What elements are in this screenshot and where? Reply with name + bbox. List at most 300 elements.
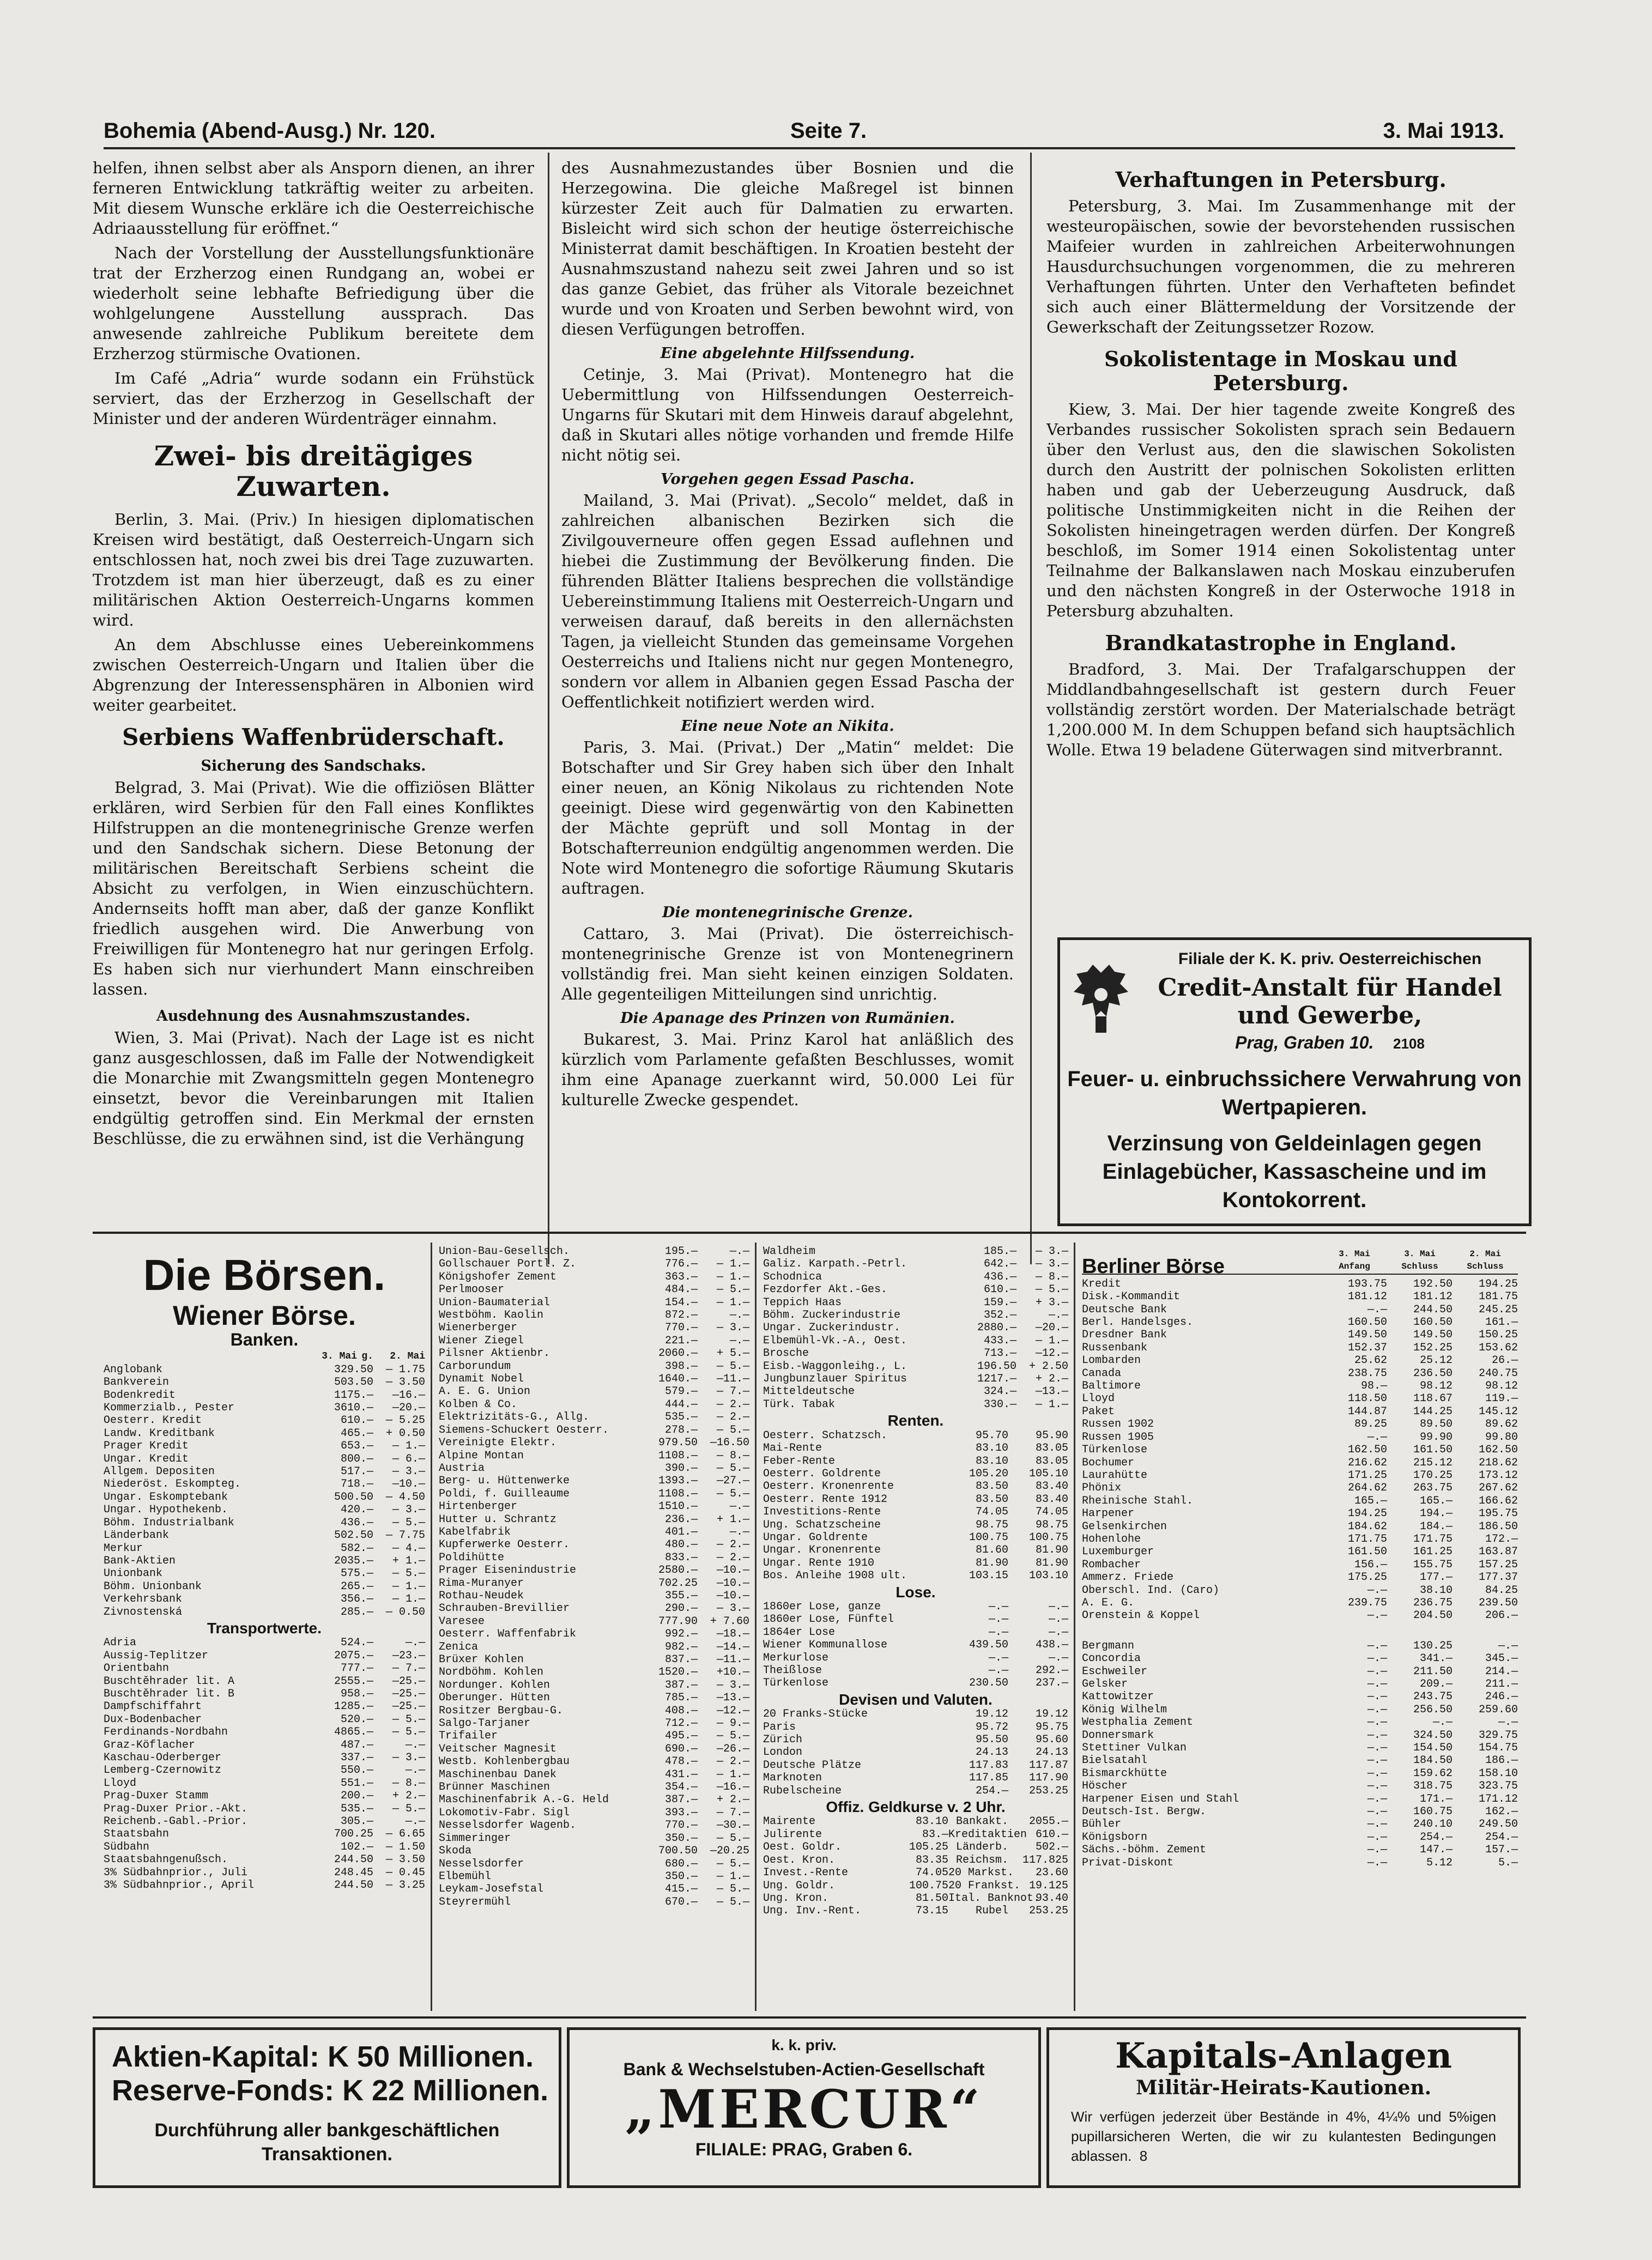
row-value: 177.— — [1419, 1571, 1453, 1584]
row-name: Waldheim — [763, 1245, 816, 1258]
table-row — [1082, 1367, 1518, 1380]
row-value: + 1.— — [716, 1513, 749, 1526]
row-value: 2060.— — [658, 1347, 698, 1360]
row-name: Wiener Kommunallose — [763, 1639, 888, 1652]
row-value: 4865.— — [334, 1726, 373, 1739]
table-row — [439, 1653, 749, 1666]
row-value: —.— — [1367, 1780, 1387, 1793]
table-row — [1082, 1716, 1518, 1729]
col-g: g. — [361, 1351, 373, 1362]
row-value: — 4.— — [392, 1542, 425, 1555]
row-value: 345.— — [1485, 1652, 1518, 1665]
header-paper: Bohemia (Abend-Ausg.) Nr. 120. — [104, 119, 435, 143]
subheadline: Vorgehen gegen Essad Pascha. — [661, 471, 915, 488]
row-name: Oesterr. Kronenrente — [763, 1480, 894, 1493]
row-name: Rothau-Neudek — [439, 1589, 524, 1602]
section-title: Offiz. Geldkurse v. 2 Uhr. — [826, 1798, 1006, 1816]
row-value: 166.62 — [1478, 1494, 1518, 1507]
row-name: Mai-Rente — [763, 1442, 822, 1455]
row-value: — 5.— — [716, 1895, 749, 1908]
row-value: 144.25 — [1413, 1405, 1453, 1418]
table-row — [1082, 1793, 1518, 1805]
row-value: 239.50 — [1478, 1596, 1518, 1609]
row-value: 181.75 — [1478, 1290, 1518, 1304]
table-row — [763, 1880, 1068, 1892]
table-row — [104, 1662, 425, 1675]
row-value: 26.— — [1491, 1354, 1518, 1367]
row-value: 352.— — [983, 1309, 1016, 1322]
row-name: Prager Kredit — [104, 1440, 189, 1453]
row-value: 718.— — [340, 1478, 373, 1491]
row-name: Landw. Kreditbank — [104, 1427, 215, 1440]
table-row — [439, 1641, 749, 1653]
row-name: Böhm. Industrialbank — [104, 1516, 235, 1529]
row-value: 173.12 — [1478, 1469, 1518, 1482]
row-value: — 3.— — [716, 1602, 749, 1615]
row-value: 161.25 — [1413, 1546, 1453, 1559]
row-value: 145.12 — [1478, 1405, 1518, 1418]
row-name: Orenstein & Koppel — [1082, 1609, 1200, 1622]
row-value: 240.10 — [1413, 1818, 1453, 1831]
row-value: — 0.50 — [385, 1605, 425, 1619]
row-value: 89.62 — [1485, 1418, 1518, 1431]
table-row — [1082, 1507, 1518, 1520]
bank-table — [104, 1364, 425, 1619]
row-name: Invest.-Rente — [763, 1867, 849, 1880]
row-name: Buschtěhrader lit. A — [104, 1675, 235, 1688]
table-row — [439, 1424, 749, 1437]
row-value: —16.— — [392, 1389, 425, 1402]
table-row — [439, 1870, 749, 1883]
berlin-table-2 — [1082, 1640, 1518, 1869]
row-value: — 1.— — [716, 1270, 749, 1283]
row-name: Elbemühl — [439, 1870, 492, 1883]
row-value: 147.— — [1419, 1844, 1453, 1857]
table-row — [763, 1347, 1068, 1360]
table-row — [763, 1544, 1068, 1556]
row-name: Oesterr. Waffenfabrik — [439, 1628, 577, 1641]
column-divider — [548, 153, 549, 1264]
row-name: Elektrizitäts-G., Allg. — [439, 1411, 590, 1424]
row-name: Oberschl. Ind. (Caro) — [1082, 1584, 1220, 1597]
table-row — [763, 1493, 1068, 1506]
row-value: 551.— — [340, 1777, 373, 1790]
row-value: 487.— — [340, 1738, 373, 1752]
row-value: 105.20 — [969, 1467, 1008, 1480]
table-row — [439, 1628, 749, 1640]
table-row — [439, 1283, 749, 1296]
column-divider — [755, 1243, 757, 2011]
table-row — [1082, 1609, 1518, 1622]
row-value: 144.87 — [1347, 1405, 1387, 1418]
table-row — [1082, 1640, 1518, 1652]
row-value: 436.— — [983, 1270, 1016, 1283]
column-1 — [93, 158, 534, 1153]
row-value: — 3.25 — [385, 1879, 425, 1892]
table-row — [1082, 1767, 1518, 1780]
row-name: Alpine Montan — [439, 1449, 524, 1462]
col-name — [104, 1350, 297, 1363]
row-name: Jungbunzlauer Spiritus — [763, 1373, 907, 1386]
row-value: 38.10 — [1419, 1584, 1453, 1597]
row-value: — 1.— — [1035, 1334, 1068, 1347]
row-name: Perlmooser — [439, 1283, 505, 1296]
row-name: 3% Südbahnprior., April — [104, 1879, 255, 1892]
row-name: Steyrermühl — [439, 1895, 511, 1908]
table-row — [439, 1794, 749, 1806]
row-name: Union-Baumaterial — [439, 1296, 550, 1309]
row-value: 81.90 — [1035, 1556, 1068, 1570]
table-row — [763, 1398, 1068, 1411]
table-row — [439, 1679, 749, 1692]
row-value: — 5.25 — [385, 1414, 425, 1427]
row-value: 19.12 — [975, 1708, 1008, 1721]
row-value: 161.— — [1485, 1316, 1518, 1329]
row-name: Rubelscheine — [763, 1784, 842, 1797]
row-value: — 5.— — [392, 1567, 425, 1580]
table-row — [1082, 1691, 1518, 1703]
section-title: Renten. — [887, 1412, 944, 1429]
row-value: 209.— — [1419, 1678, 1453, 1691]
row-value: 979.50 — [658, 1437, 698, 1450]
row-value: 159.62 — [1413, 1767, 1453, 1780]
row-value: 712.— — [664, 1717, 698, 1730]
table-row — [763, 1892, 1068, 1905]
row-name: Hutter u. Schrantz — [439, 1513, 557, 1526]
row-name: Westböhm. Kaolin — [439, 1309, 544, 1322]
row-name: Oesterr. Rente 1912 — [763, 1493, 888, 1506]
row-value: 243.75 — [1413, 1691, 1453, 1704]
table-row — [1082, 1431, 1518, 1444]
row-value: —.— — [988, 1600, 1008, 1613]
table-row — [439, 1755, 749, 1768]
row-name: Oesterr. Kredit — [104, 1414, 202, 1427]
row-name: Oesterr. Goldrente — [763, 1467, 881, 1480]
subheadline: Ausdehnung des Ausnahmszustandes. — [156, 1008, 471, 1025]
row-value: — 1.— — [716, 1296, 749, 1309]
row-name: Russenbank — [1082, 1341, 1148, 1354]
row-name: Nordböhm. Kohlen — [439, 1666, 544, 1679]
row-value: — 5.— — [716, 1283, 749, 1296]
row-value: 610.— — [340, 1414, 373, 1427]
col-date: 3. Mai — [322, 1351, 357, 1362]
row-name: Ungar. Zuckerindustr. — [763, 1322, 901, 1335]
row-name: Nordunger. Kohlen — [439, 1679, 550, 1692]
row-value: 415.— — [664, 1883, 698, 1896]
row-name: Mitteldeutsche — [763, 1385, 855, 1398]
table-row — [1082, 1742, 1518, 1754]
row-value: 436.— — [340, 1516, 373, 1529]
row-value: 156.— — [1354, 1558, 1387, 1571]
row-value: 206.— — [1485, 1609, 1518, 1622]
article-text: Bukarest, 3. Mai. Prinz Karol hat anläßlich des kürzlich vom Parlamente gefaßten Beschlusses, womit ihm eine Apanage zuerkannt wird, 50.000 Lei für kulturelle Zwecke gespendet. — [561, 1030, 1014, 1109]
lose-table — [763, 1601, 1068, 1690]
table-row — [439, 1398, 749, 1411]
row-value: 181.12 — [1413, 1290, 1453, 1304]
row-name: Oesterr. Schatzsch. — [763, 1429, 888, 1442]
headline: Verhaftungen in Petersburg. — [1115, 167, 1447, 192]
row-value: 387.— — [664, 1794, 698, 1807]
row-name: Maschinenbau Danek — [439, 1768, 557, 1781]
row-value: 175.25 — [1347, 1571, 1387, 1584]
table-row — [763, 1335, 1068, 1347]
row-name: Trifailer — [439, 1730, 498, 1743]
row-value: 23.60 — [1035, 1867, 1068, 1880]
row-value: 105.10 — [1028, 1467, 1068, 1480]
table-row — [104, 1478, 425, 1490]
row-name: Prag-Duxer Prior.-Akt. — [104, 1802, 248, 1815]
row-value: 770.— — [664, 1322, 698, 1335]
row-value: 218.62 — [1478, 1456, 1518, 1469]
row-value: 267.62 — [1478, 1482, 1518, 1495]
table-row — [104, 1580, 425, 1593]
row-value: 2055.— — [1028, 1815, 1068, 1828]
ad-line: Feuer- u. einbruchssichere Verwahrung von Wertpapieren. — [1067, 1067, 1522, 1119]
table-row — [1082, 1754, 1518, 1767]
table-row — [104, 1364, 425, 1376]
berlin-title: Berliner Börse — [1082, 1255, 1225, 1279]
row-name: Bühler — [1082, 1818, 1122, 1831]
col-date: 2. Mai Schluss — [1467, 1249, 1504, 1272]
row-name: Bank-Aktien — [104, 1554, 176, 1567]
row-value: 184.— — [1419, 1520, 1453, 1533]
headline: Sokolistentage in Moskau und Petersburg. — [1104, 347, 1457, 395]
row-name: Staatsbahn — [104, 1828, 170, 1841]
row-name: Orientbahn — [104, 1662, 170, 1675]
row-value: 159.— — [983, 1296, 1016, 1309]
row-value: 1520.— — [658, 1666, 698, 1679]
article-text: Berlin, 3. Mai. (Priv.) In hiesigen diplomatischen Kreisen wird bestätigt, daß Oesterreich-Ungarn sich entschlossen hat, noch zwei bis drei Tage zuzuwarten. Trotzdem ist man hier überzeugt, daß es zu einer militärischen Aktion Oesterreich-Ungarns kommen wird. — [93, 510, 534, 629]
table-row — [439, 1500, 749, 1513]
row-value: —.— — [1048, 1613, 1068, 1626]
table-row — [439, 1322, 749, 1334]
row-name: Staatsbahngenußsch. — [104, 1853, 228, 1867]
table-row — [763, 1708, 1068, 1720]
row-value: 401.— — [664, 1525, 698, 1538]
renten-quotes — [763, 1245, 1068, 1918]
row-value: 700.50 — [658, 1845, 698, 1858]
row-value: —14.— — [716, 1640, 749, 1653]
row-value: —.— — [1367, 1844, 1387, 1857]
table-row — [1082, 1482, 1518, 1494]
row-value: —.— — [1367, 1431, 1387, 1444]
row-name: Paket — [1082, 1405, 1115, 1418]
wiener-boerse — [104, 1251, 425, 1892]
row-value: 770.— — [664, 1819, 698, 1832]
row-value: + 2.50 — [1028, 1360, 1068, 1373]
row-value: 165.— — [1419, 1494, 1453, 1507]
row-name: Oest. Goldr. — [763, 1841, 842, 1854]
row-value: 99.90 — [1419, 1431, 1453, 1444]
row-value: 163.87 — [1478, 1546, 1518, 1559]
row-value: —10.— — [716, 1589, 749, 1602]
row-value: 653.— — [340, 1440, 373, 1453]
row-name: 1860er Lose, ganze — [763, 1600, 881, 1613]
row-value: —.— — [1367, 1665, 1387, 1678]
row-name: Reichenb.-Gabl.-Prior. — [104, 1815, 248, 1828]
row-value: 2035.— — [334, 1554, 373, 1567]
row-value: 74.05 — [1035, 1506, 1068, 1519]
row-value: 535.— — [664, 1411, 698, 1424]
row-name: Donnersmark — [1082, 1729, 1154, 1742]
row-value: —.— — [1367, 1652, 1387, 1665]
row-value: 89.25 — [1354, 1418, 1387, 1431]
table-row — [1082, 1290, 1518, 1303]
boerse-subtitle: Wiener Börse. — [173, 1300, 356, 1331]
table-row — [763, 1455, 1068, 1468]
row-value: 81.90 — [975, 1556, 1008, 1570]
row-value: 318.75 — [1413, 1780, 1453, 1793]
row-value: 439.50 — [969, 1639, 1008, 1652]
row-value: 550.— — [340, 1764, 373, 1777]
ad-line: Aktien-Kapital: K 50 Millionen. — [112, 2040, 534, 2073]
row-value: Kreditaktien — [948, 1828, 1027, 1841]
row-value: 248.45 — [334, 1866, 373, 1879]
table-row — [439, 1615, 749, 1628]
row-value: 157.25 — [1478, 1558, 1518, 1571]
row-value: 329.50 — [334, 1363, 373, 1376]
row-value: 102.— — [340, 1840, 373, 1853]
transport-table — [104, 1637, 425, 1892]
row-value: — 3.— — [1035, 1258, 1068, 1271]
row-value: —.— — [1367, 1703, 1387, 1716]
row-value: — 5.— — [392, 1726, 425, 1739]
row-value: 95.50 — [975, 1734, 1008, 1747]
row-value: 93.40 — [1035, 1892, 1068, 1905]
table-row — [1082, 1546, 1518, 1558]
row-value: —.— — [729, 1500, 749, 1513]
row-name: Poldi, f. Guilleaume — [439, 1487, 570, 1500]
row-value: 356.— — [340, 1593, 373, 1606]
row-name: Ungar. Eskomptebank — [104, 1490, 228, 1504]
row-value: 95.70 — [975, 1429, 1008, 1442]
row-value: 387.— — [664, 1679, 698, 1692]
row-value: —.— — [1367, 1678, 1387, 1691]
row-value: 117.825 — [1022, 1853, 1068, 1867]
row-value: 186.50 — [1478, 1520, 1518, 1533]
row-value: 83.50 — [975, 1493, 1008, 1506]
table-row — [104, 1637, 425, 1649]
row-value: —.— — [1367, 1792, 1387, 1805]
row-value: 118.67 — [1413, 1392, 1453, 1405]
row-name: Fezdorfer Akt.-Ges. — [763, 1283, 888, 1296]
row-value: 1175.— — [334, 1389, 373, 1402]
row-value: 149.50 — [1413, 1329, 1453, 1342]
ad-number: 2108 — [1393, 1035, 1425, 1052]
row-name: Disk.-Kommandit — [1082, 1290, 1181, 1304]
row-value: —18.— — [716, 1628, 749, 1641]
table-row — [763, 1322, 1068, 1334]
row-name: Höscher — [1082, 1780, 1128, 1793]
renten-table — [763, 1429, 1068, 1583]
row-value: 680.— — [664, 1857, 698, 1870]
row-name: Türk. Tabak — [763, 1398, 836, 1411]
row-value: 152.37 — [1347, 1341, 1387, 1354]
table-row — [763, 1613, 1068, 1626]
ad-line: FILIALE: PRAG, Graben 6. — [695, 2140, 913, 2159]
row-value: —12.— — [1035, 1347, 1068, 1360]
row-name: Pilsner Aktienbr. — [439, 1347, 550, 1360]
table-row — [439, 1335, 749, 1347]
row-name: Königshofer Zement — [439, 1270, 557, 1283]
row-name: London — [763, 1746, 803, 1759]
row-value: 872.— — [664, 1309, 698, 1322]
row-value: 215.12 — [1413, 1456, 1453, 1469]
article-text: Im Café „Adria“ wurde sodann ein Frühstück serviert, das der Erzherzog in Gesellschaft der Minister und der anderen Würdenträger einnahm. — [93, 369, 534, 428]
table-row — [1082, 1329, 1518, 1341]
table-row — [104, 1517, 425, 1529]
row-value: —.— — [1367, 1691, 1387, 1704]
mercur-ad — [567, 2027, 1041, 2188]
row-value: 83.10 — [975, 1455, 1008, 1468]
row-value: 535.— — [340, 1802, 373, 1815]
row-value: 236.— — [664, 1513, 698, 1526]
row-name: Deutsche Plätze — [763, 1759, 862, 1772]
row-value: — 2.— — [716, 1755, 749, 1768]
row-value: 236.50 — [1413, 1367, 1453, 1380]
row-name: Dampfschiffahrt — [104, 1700, 202, 1713]
row-value: 81.60 — [975, 1544, 1008, 1557]
row-value: 1285.— — [334, 1700, 373, 1713]
headline: Brandkatastrophe in England. — [1105, 631, 1457, 655]
table-row — [104, 1739, 425, 1752]
row-name: Carborundum — [439, 1360, 511, 1373]
row-value: 83.10 — [915, 1815, 948, 1828]
row-name: Harpener — [1082, 1507, 1135, 1520]
table-row — [763, 1639, 1068, 1651]
row-value: 363.— — [664, 1270, 698, 1283]
row-name: Schrauben-Brevillier — [439, 1602, 570, 1615]
row-value: 194.— — [1419, 1507, 1453, 1520]
row-value: 161.50 — [1413, 1444, 1453, 1457]
double-eagle-icon — [1071, 962, 1131, 1038]
row-name: Bielsatahl — [1082, 1754, 1148, 1767]
row-value: 246.— — [1485, 1691, 1518, 1704]
row-value: — 5.— — [392, 1802, 425, 1815]
row-value: 119.— — [1485, 1392, 1518, 1405]
row-value: 83.40 — [1035, 1493, 1068, 1506]
table-row — [104, 1853, 425, 1866]
row-value: 83.40 — [1035, 1480, 1068, 1493]
article-text: helfen, ihnen selbst aber als Ansporn dienen, an ihrer ferneren Entwicklung tatkräftig weiter zu arbeiten. Mit diesem Wunsche erkläre ich die Oesterreichische Adriaausstellung für eröffnet.“ — [93, 159, 534, 238]
table-row — [439, 1832, 749, 1845]
row-value: —.— — [1367, 1716, 1387, 1729]
row-value: 83.— — [922, 1828, 948, 1841]
col-date: 2. Mai — [390, 1351, 425, 1362]
table-row — [763, 1828, 1068, 1841]
row-name: Lloyd — [1082, 1392, 1115, 1405]
row-name: König Wilhelm — [1082, 1703, 1167, 1716]
row-name: Oest. Kron. — [763, 1853, 836, 1867]
row-value: 95.90 — [1035, 1429, 1068, 1442]
table-row — [439, 1743, 749, 1755]
row-value: 195.75 — [1478, 1507, 1518, 1520]
article-text: Petersburg, 3. Mai. Im Zusammenhange mit der westeuropäischen, sowie der bevorstehenden russischen Maifeier wurden in zahlreichen Arbeiterwohnungen Hausdurchsuchungen vorgenommen, die zu mehreren Verhaftungen führten. Unter den Verhafteten befindet sich auch einer Blättermeldung der Vorsitzende der Gewerkschaft der Zeitungssetzer Rozow. — [1046, 197, 1515, 336]
row-value: —.— — [729, 1245, 749, 1258]
table-row — [104, 1529, 425, 1542]
table-row — [763, 1296, 1068, 1309]
row-value: — 5.— — [392, 1516, 425, 1529]
row-value: — 7.— — [716, 1385, 749, 1398]
row-value: 837.— — [664, 1653, 698, 1666]
row-value: 95.60 — [1035, 1734, 1068, 1747]
row-name: Ung. Schatzscheine — [763, 1518, 881, 1531]
row-name: Prag-Duxer Stamm — [104, 1790, 209, 1803]
row-value: 484.— — [664, 1283, 698, 1296]
ad-line: Reserve-Fonds: K 22 Millionen. — [112, 2074, 549, 2107]
row-value: —.— — [1367, 1303, 1387, 1316]
row-value: 83.50 — [975, 1480, 1008, 1493]
